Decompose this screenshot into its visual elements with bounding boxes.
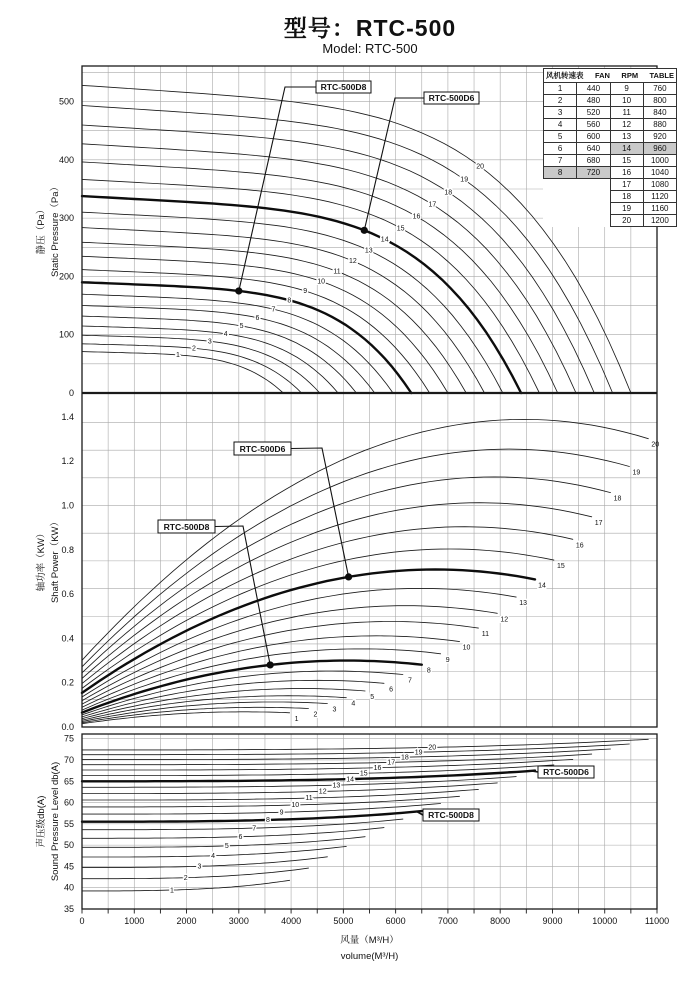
x-tick-label: 9000 — [542, 916, 563, 926]
y-axis-title-zh: 声压级db(A) — [36, 795, 47, 848]
speed-curve-1 — [82, 880, 290, 891]
fan-table-col-fan: FAN — [594, 71, 610, 80]
curve-label-20: 20 — [651, 441, 660, 449]
fan-number-cell: 18 — [610, 191, 643, 203]
y-tick-label: 1.2 — [61, 456, 74, 467]
fan-number-cell: 3 — [544, 107, 577, 119]
fan-number-cell — [544, 179, 577, 191]
y-tick-label: 100 — [58, 329, 74, 340]
curve-label-8: 8 — [287, 297, 292, 305]
curve-label-12: 12 — [500, 616, 509, 624]
x-axis-title-zh: 风量（M³/H） — [340, 935, 399, 946]
rpm-cell — [577, 191, 610, 203]
rpm-cell: 1040 — [643, 167, 676, 179]
rpm-cell: 640 — [577, 143, 610, 155]
y-tick-label: 45 — [63, 861, 74, 872]
y-tick-label: 65 — [63, 776, 74, 787]
fan-number-cell — [544, 203, 577, 215]
curve-label-20: 20 — [428, 744, 437, 752]
curve-label-14: 14 — [346, 776, 354, 784]
fan-number-cell: 13 — [610, 131, 643, 143]
fan-number-cell — [544, 215, 577, 227]
y-tick-label: 50 — [63, 840, 74, 851]
rpm-cell: 1120 — [643, 191, 676, 203]
curve-label-2: 2 — [183, 874, 188, 882]
x-tick-label: 5000 — [333, 916, 354, 926]
y-tick-label: 200 — [58, 271, 74, 282]
curve-label-19: 19 — [460, 176, 469, 184]
page-subtitle: Model: RTC-500 — [322, 41, 418, 56]
rpm-cell: 440 — [577, 83, 610, 95]
curve-label-12: 12 — [349, 258, 357, 266]
y-axis-title-zh: 轴功率（KW） — [36, 528, 47, 592]
y-tick-label: 55 — [63, 818, 74, 829]
curve-label-1: 1 — [170, 887, 174, 895]
curve-label-10: 10 — [291, 802, 300, 810]
callout-label-rtc-500d6: RTC-500D6 — [239, 444, 286, 454]
speed-curve-7 — [82, 671, 403, 715]
speed-curve-9 — [82, 804, 441, 815]
design-point-dot — [345, 573, 352, 580]
curve-label-12: 12 — [318, 788, 327, 796]
y-tick-label: 500 — [58, 96, 74, 107]
fan-number-cell: 1 — [544, 83, 577, 95]
rpm-cell — [577, 203, 610, 215]
x-tick-label: 7000 — [437, 916, 458, 926]
x-tick-label: 11000 — [644, 916, 670, 926]
fan-table-row — [544, 155, 677, 167]
fan-table-header — [543, 68, 677, 82]
x-tick-label: 2000 — [176, 916, 197, 926]
fan-table-title: 风机转速表 — [546, 71, 584, 80]
speed-curve-1 — [82, 352, 283, 393]
curve-label-3: 3 — [207, 338, 212, 346]
y-tick-label: 75 — [63, 733, 74, 744]
fan-number-cell: 2 — [544, 95, 577, 107]
curve-label-10: 10 — [462, 644, 471, 652]
x-tick-label: 4000 — [281, 916, 302, 926]
y-tick-label: 0.8 — [61, 544, 74, 555]
curve-label-7: 7 — [271, 306, 276, 314]
curve-label-18: 18 — [401, 754, 409, 762]
rpm-cell: 920 — [643, 131, 676, 143]
x-axis-title-en: volume(M³/H) — [340, 951, 399, 962]
curve-label-19: 19 — [414, 749, 423, 757]
rpm-cell: 840 — [643, 107, 676, 119]
callout-label-rtc-500d6: RTC-500D6 — [428, 93, 475, 103]
page-title: 型号：RTC-500 — [283, 15, 457, 41]
fan-table-row — [544, 167, 677, 179]
speed-curve-3 — [82, 857, 327, 871]
fan-table-col-table: TABLE — [649, 71, 674, 80]
x-tick-label: 3000 — [228, 916, 249, 926]
fan-number-cell: 5 — [544, 131, 577, 143]
callout-leader — [291, 448, 349, 577]
curve-label-1: 1 — [176, 352, 180, 360]
callout-label-rtc-500d8: RTC-500D8 — [428, 810, 474, 820]
fan-table-row — [544, 179, 677, 191]
curve-label-5: 5 — [370, 693, 375, 701]
y-tick-label: 0 — [68, 388, 74, 398]
x-tick-label: 1000 — [124, 916, 145, 926]
speed-curve-13 — [82, 212, 503, 393]
fan-table-row — [544, 203, 677, 215]
x-tick-label: 10000 — [592, 916, 618, 926]
curve-label-7: 7 — [407, 677, 412, 685]
callout-label-rtc-500d8: RTC-500D8 — [320, 82, 367, 92]
fan-number-cell: 10 — [610, 95, 643, 107]
y-tick-label: 1.0 — [61, 500, 74, 511]
y-tick-label: 400 — [58, 154, 74, 165]
curve-label-15: 15 — [557, 563, 565, 571]
y-axis-title-en: Sound Pressure Level db(A) — [50, 761, 61, 882]
speed-curve-11 — [82, 242, 466, 393]
rpm-cell: 680 — [577, 155, 610, 167]
speed-curve-6 — [82, 680, 384, 717]
curve-label-16: 16 — [575, 542, 584, 550]
fan-speed-table — [543, 68, 677, 227]
fan-table-row — [544, 215, 677, 227]
curve-label-10: 10 — [317, 278, 325, 286]
curve-label-17: 17 — [594, 519, 603, 527]
fan-number-cell: 14 — [610, 143, 643, 155]
rpm-cell: 560 — [577, 119, 610, 131]
speed-curve-12 — [82, 228, 485, 393]
speed-curve-2 — [82, 868, 309, 879]
y-tick-label: 0.6 — [61, 589, 74, 600]
design-point-dot — [267, 661, 274, 668]
fan-table-row — [544, 107, 677, 119]
curve-label-7: 7 — [252, 825, 257, 833]
rpm-cell: 1200 — [643, 215, 676, 227]
rpm-cell — [577, 215, 610, 227]
y-axis-title-zh: 静压（Pa） — [36, 204, 47, 255]
curve-label-17: 17 — [387, 759, 396, 767]
curve-label-6: 6 — [238, 833, 243, 841]
curve-label-5: 5 — [239, 323, 244, 331]
curve-label-15: 15 — [359, 770, 368, 778]
curve-label-11: 11 — [333, 268, 341, 276]
fan-number-cell: 9 — [610, 83, 643, 95]
sound-pressure-level-chart — [35, 734, 657, 914]
speed-curve-15 — [82, 549, 554, 688]
fan-number-cell: 20 — [610, 215, 643, 227]
fan-number-cell: 8 — [544, 167, 577, 179]
y-tick-label: 35 — [63, 904, 74, 914]
x-tick-label: 6000 — [385, 916, 406, 926]
rpm-cell: 600 — [577, 131, 610, 143]
fan-table-row — [544, 119, 677, 131]
curve-label-18: 18 — [444, 189, 453, 197]
curve-label-9: 9 — [303, 288, 308, 296]
rpm-cell: 800 — [643, 95, 676, 107]
curve-label-8: 8 — [426, 667, 431, 675]
x-tick-label: 0 — [79, 916, 85, 926]
y-tick-label: 0.2 — [61, 677, 74, 688]
curve-label-8: 8 — [265, 817, 270, 825]
speed-curve-7 — [82, 294, 393, 393]
fan-table-row — [544, 83, 677, 95]
curve-label-3: 3 — [332, 706, 337, 714]
curve-label-14: 14 — [380, 236, 389, 244]
rpm-cell: 760 — [643, 83, 676, 95]
curve-label-13: 13 — [332, 782, 341, 790]
y-tick-label: 70 — [63, 754, 74, 765]
fan-number-cell: 6 — [544, 143, 577, 155]
curve-label-13: 13 — [519, 600, 528, 608]
rpm-cell: 1160 — [643, 203, 676, 215]
curve-label-19: 19 — [632, 469, 641, 477]
speed-curve-6 — [82, 306, 375, 394]
fan-number-cell: 4 — [544, 119, 577, 131]
curve-label-1: 1 — [294, 715, 299, 723]
y-tick-label: 60 — [63, 797, 74, 808]
curve-label-11: 11 — [305, 795, 313, 803]
curve-label-14: 14 — [538, 582, 546, 590]
curve-label-18: 18 — [613, 495, 622, 503]
curve-label-16: 16 — [412, 213, 421, 221]
curve-label-6: 6 — [389, 686, 393, 694]
curve-label-2: 2 — [191, 345, 196, 353]
fan-table-col-rpm: RPM — [621, 71, 639, 80]
rpm-cell: 1000 — [643, 155, 676, 167]
fan-table-row — [544, 131, 677, 143]
fan-table-row — [544, 191, 677, 203]
speed-curve-6 — [82, 828, 384, 839]
speed-curve-14-bold — [82, 196, 521, 393]
curve-label-5: 5 — [224, 843, 229, 851]
speed-curve-18 — [82, 125, 594, 393]
y-tick-label: 0.4 — [61, 633, 74, 644]
curve-label-16: 16 — [373, 764, 382, 772]
fan-table-row — [544, 95, 677, 107]
fan-number-cell: 16 — [610, 167, 643, 179]
fan-number-cell: 7 — [544, 155, 577, 167]
curve-label-3: 3 — [197, 863, 202, 871]
fan-number-cell: 17 — [610, 179, 643, 191]
callout-label-rtc-500d6: RTC-500D6 — [543, 767, 589, 777]
curve-label-4: 4 — [351, 700, 356, 708]
rpm-cell: 480 — [577, 95, 610, 107]
curve-label-15: 15 — [396, 225, 405, 233]
y-tick-label: 40 — [63, 882, 74, 893]
curve-label-13: 13 — [364, 247, 373, 255]
y-axis-title-en: Static Pressure（Pa） — [50, 181, 61, 278]
curve-label-4: 4 — [211, 852, 216, 860]
design-point-dot — [361, 227, 368, 234]
speed-curve-20 — [82, 419, 648, 660]
speed-curve-19 — [82, 744, 629, 755]
callout-label-rtc-500d8: RTC-500D8 — [163, 522, 210, 532]
rpm-cell: 880 — [643, 119, 676, 131]
rpm-cell: 960 — [643, 143, 676, 155]
y-tick-label: 300 — [58, 213, 74, 224]
curve-label-11: 11 — [481, 631, 490, 639]
speed-curve-8-bold — [82, 661, 422, 713]
x-tick-label: 8000 — [490, 916, 511, 926]
speed-curve-11 — [82, 789, 478, 803]
rpm-cell: 720 — [577, 167, 610, 179]
curve-label-6: 6 — [255, 314, 260, 322]
curve-label-20: 20 — [476, 163, 484, 171]
fan-number-cell: 11 — [610, 107, 643, 119]
rpm-cell: 520 — [577, 107, 610, 119]
speed-curve-12 — [82, 783, 497, 794]
speed-curve-20 — [82, 739, 648, 750]
fan-number-cell: 15 — [610, 155, 643, 167]
y-axis-title-en: Shaft Power（KW） — [50, 516, 61, 604]
curve-label-17: 17 — [428, 201, 437, 209]
y-tick-label: 1.4 — [61, 411, 74, 422]
curve-label-4: 4 — [223, 330, 228, 338]
design-point-dot — [235, 287, 242, 294]
fan-number-cell: 12 — [610, 119, 643, 131]
fan-table-row — [544, 143, 677, 155]
curve-label-9: 9 — [445, 656, 450, 664]
curve-label-2: 2 — [313, 711, 318, 719]
shaft-power-chart — [35, 393, 659, 732]
y-tick-label: 0.0 — [61, 722, 74, 732]
fan-number-cell: 19 — [610, 203, 643, 215]
curve-label-9: 9 — [279, 809, 284, 817]
rpm-cell: 1080 — [643, 179, 676, 191]
fan-table-body — [543, 82, 677, 227]
speed-curve-10 — [82, 796, 460, 810]
speed-curve-14-bold — [82, 570, 535, 693]
rpm-cell — [577, 179, 610, 191]
fan-number-cell — [544, 191, 577, 203]
